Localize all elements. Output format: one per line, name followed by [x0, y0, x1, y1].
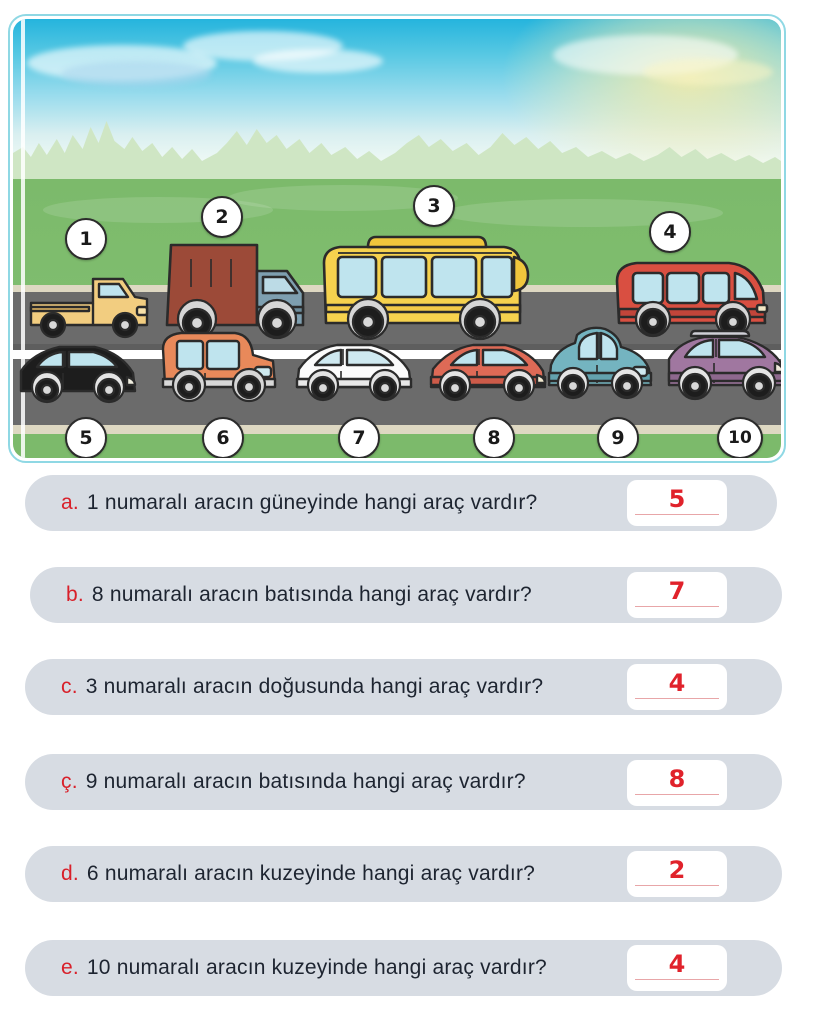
answer-box-d[interactable] [627, 851, 727, 897]
answer-underline [635, 514, 719, 515]
tree-line-icon [13, 113, 781, 179]
answer-value-d: 2 [668, 856, 686, 884]
question-text-c [61, 675, 543, 699]
answer-box-c[interactable] [627, 664, 727, 710]
cloud-icon [61, 61, 211, 87]
vehicle-badge-7: 7 [338, 417, 380, 458]
vehicle-badge-8: 8 [473, 417, 515, 458]
question-body-a: 1 numaralı aracın güneyinde hangi araç vardır? [86, 491, 538, 514]
question-body-d: 6 numaralı aracın kuzeyinde hangi araç vardır? [86, 862, 536, 885]
vehicle-badge-4: 4 [649, 211, 691, 253]
answer-value-c: 4 [668, 669, 686, 697]
vehicle-badge-2: 2 [201, 196, 243, 238]
answer-value-c-cedilla: 8 [668, 765, 686, 793]
vehicle-badge-1: 1 [65, 218, 107, 260]
question-text-b [66, 583, 532, 607]
cloud-icon [253, 49, 383, 73]
question-text-e [61, 956, 547, 980]
grass-bottom [13, 434, 781, 458]
question-letter-b: b. [66, 583, 84, 606]
vehicle-badge-5: 5 [65, 417, 107, 458]
vehicle-6-orange-car [155, 321, 283, 407]
vehicle-10-purple-car [661, 319, 781, 407]
answer-box-c-cedilla[interactable] [627, 760, 727, 806]
answer-underline [635, 794, 719, 795]
question-text-d [61, 862, 535, 886]
answer-value-e: 4 [668, 950, 686, 978]
question-text-a [61, 491, 537, 515]
answer-value-a: 5 [668, 485, 686, 513]
curb-south [13, 425, 781, 434]
traffic-scene [13, 19, 781, 458]
question-letter-a: a. [61, 491, 79, 514]
answer-underline [635, 698, 719, 699]
vehicle-badge-10: 10 [717, 417, 763, 458]
vehicle-3-school-bus [318, 227, 533, 341]
question-letter-d: d. [61, 862, 79, 885]
question-body-c: 3 numaralı aracın doğusunda hangi araç vardır? [85, 675, 544, 698]
answer-box-e[interactable] [627, 945, 727, 991]
vehicle-9-blue-car [543, 319, 659, 407]
question-body-b: 8 numaralı aracın batısında hangi araç vardır? [91, 583, 532, 606]
question-body-e: 10 numaralı aracın kuzeyinde hangi araç vardır? [86, 956, 547, 979]
vehicle-badge-6: 6 [202, 417, 244, 458]
answer-value-b: 7 [668, 577, 686, 605]
vehicle-7-white-car [291, 329, 417, 407]
question-text-c-cedilla [61, 770, 526, 794]
question-letter-e: e. [61, 956, 79, 979]
vehicle-8-red-car [425, 331, 553, 407]
question-letter-c: c. [61, 675, 78, 698]
cloud-icon [643, 59, 773, 85]
question-letter-c-cedilla: ç. [61, 770, 78, 793]
answer-underline [635, 979, 719, 980]
answer-box-a[interactable] [627, 480, 727, 526]
answer-box-b[interactable] [627, 572, 727, 618]
question-body-c-cedilla: 9 numaralı aracın batısında hangi araç vardır? [85, 770, 526, 793]
answer-underline [635, 606, 719, 607]
answer-underline [635, 885, 719, 886]
vehicle-badge-9: 9 [597, 417, 639, 458]
vehicle-5-black-car [17, 329, 141, 407]
sky-background [13, 19, 781, 179]
vehicle-badge-3: 3 [413, 185, 455, 227]
illustration-card [8, 14, 786, 463]
